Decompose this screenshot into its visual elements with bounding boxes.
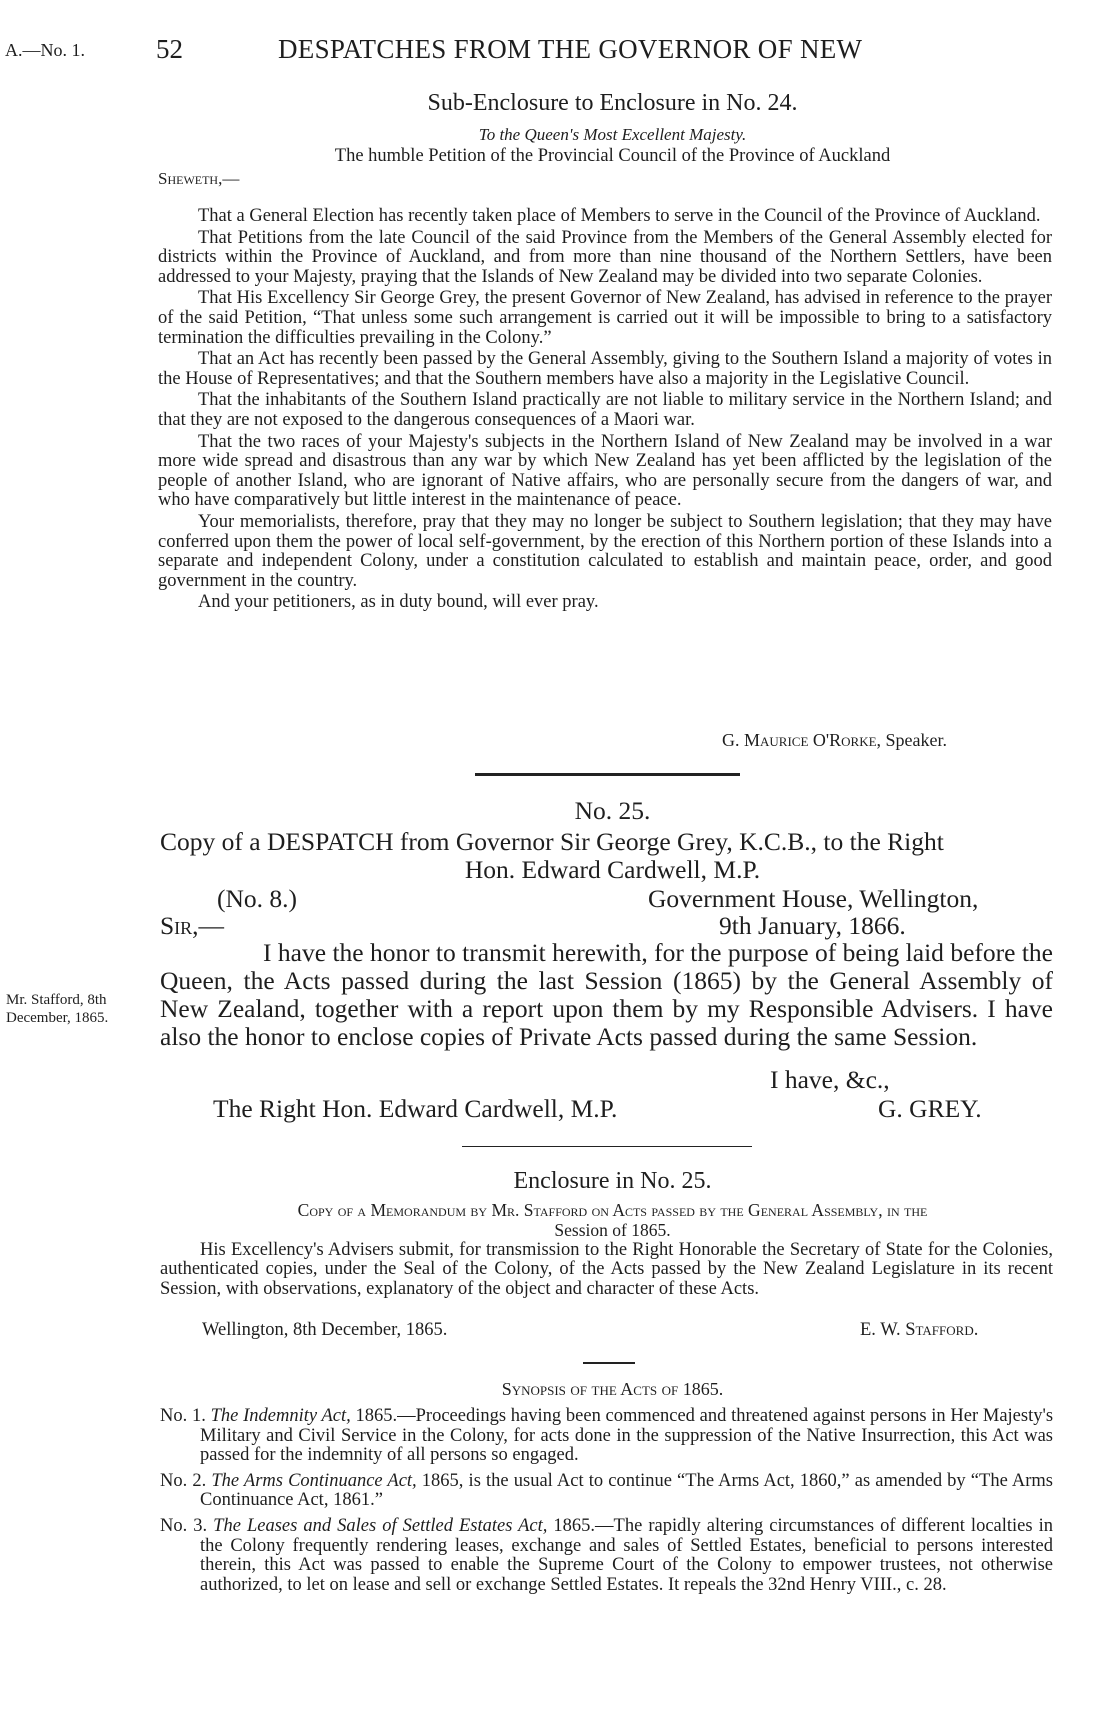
act-number: No. 1.: [160, 1406, 206, 1426]
despatch-title-line: Copy of a DESPATCH from Governor Sir George Grey, K.C.B., to the Right: [160, 827, 944, 856]
act-description: —The rapidly altering circumstances of different localties in the Colony frequently rendering leases, exchange and sales of Settled Estates, beneficial to persons interested therein, this Act was passed to enable the Supreme Court of the Colony to empower trustees, not otherwise authorized, to let on lease and sell or exchange Settled Estates. It repeals the 32nd Henry VIII., c. 28.: [200, 1515, 1053, 1595]
petition-title: The humble Petition of the Provincial Council of the Province of Auckland: [334, 146, 891, 166]
act-name: The Leases and Sales of Settled Estates Act,: [213, 1515, 548, 1536]
sub-enclosure-heading: Sub-Enclosure to Enclosure in No. 24.: [427, 90, 798, 116]
act-description: —Proceedings having been commenced and threatened against persons in Her Majesty's Military and Civil Service in the Colony, for acts done in the suppression of the Native Insurrection, this Act was passed for the indemnity of all persons so engaged.: [200, 1406, 1054, 1466]
despatch-date: 9th January, 1866.: [719, 911, 906, 940]
despatch-title: [160, 828, 1065, 884]
act-number: No. 3.: [160, 1515, 208, 1536]
petition-signature: [722, 730, 947, 751]
petition-paragraph: That Petitions from the late Council of the said Province from the Members of the General Assembly elected for districts within the Province of Auckland, and from more than nine thousand of the Northern Settlers, have been addressed to your Majesty, praying that the Islands of New Zealand may be divided into two separate Colonies.: [158, 227, 1052, 287]
synopsis-acts: [160, 1407, 1053, 1595]
side-note-line: December, 1865.: [6, 1010, 109, 1026]
enclosure-title-line: Copy of a Memorandum by Mr. Stafford on Acts passed by the General Assembly, in the: [297, 1200, 928, 1220]
act-year: 1865,: [416, 1470, 464, 1491]
signature-name: G. Maurice O'Rorke: [722, 730, 877, 750]
despatch-salutation: Sir,—: [160, 911, 225, 940]
act-number: No. 2.: [160, 1470, 207, 1491]
section-divider: [583, 1362, 635, 1364]
despatch-ref-number: (No. 8.): [217, 884, 298, 913]
signature-title: , Speaker.: [876, 730, 948, 750]
petition-body: [158, 207, 1052, 613]
enclosure-body: His Excellency's Advisers submit, for transmission to the Right Honorable the Secretary of State for the Colonies, authenticated copies, under the Seal of the Colony, of the Acts passed by the New Zealand Legislature in its recent Session, with observations, explanatory of the object and character of these Acts.: [160, 1240, 1053, 1299]
despatch-number: No. 25.: [574, 796, 651, 825]
despatch-place: Government House, Wellington,: [648, 884, 979, 913]
page-number: 52: [156, 34, 183, 64]
act-entry: [160, 1517, 1053, 1595]
enclosure-dateline: Wellington, 8th December, 1865.: [202, 1320, 448, 1340]
petition-addressee: To the Queen's Most Excellent Majesty.: [478, 125, 747, 144]
petition-paragraph: That the inhabitants of the Southern Island practically are not liable to military service in the Northern Island; and that they are not exposed to the dangerous consequences of a Maori war.: [158, 390, 1052, 430]
section-divider: [462, 1146, 752, 1147]
petition-paragraph: That an Act has recently been passed by the General Assembly, giving to the Southern Island a majority of votes in the House of Representatives; and that the Southern members have also a majority in the Legislative Council.: [158, 349, 1052, 389]
act-entry: [160, 1472, 1053, 1511]
petition-paragraph: That a General Election has recently taken place of Members to serve in the Council of the Province of Auckland.: [198, 206, 1041, 226]
enclosure-signature: E. W. Stafford.: [860, 1320, 979, 1340]
section-divider: [475, 773, 740, 776]
act-name: The Arms Continuance Act,: [211, 1470, 417, 1491]
despatch-recipient: The Right Hon. Edward Cardwell, M.P.: [213, 1094, 618, 1123]
despatch-closing: I have, &c.,: [770, 1065, 890, 1094]
running-title: DESPATCHES FROM THE GOVERNOR OF NEW: [278, 34, 863, 64]
act-year: 1865.: [547, 1515, 596, 1536]
despatch-body: I have the honor to transmit herewith, for the purpose of being laid before the Queen, the Acts passed during the last Session (1865) by the General Assembly of New Zealand, together with a report upon them by my Responsible Advisers. I have also the honor to enclose copies of Private Acts passed during the same Session.: [160, 938, 1053, 1051]
enclosure-title-line: Session of 1865.: [554, 1219, 671, 1240]
despatch-title-line: Hon. Edward Cardwell, M.P.: [464, 855, 761, 884]
side-note-line: Mr. Stafford, 8th: [6, 992, 107, 1008]
despatch-side-note: [6, 991, 108, 1027]
petition-paragraph: That the two races of your Majesty's subjects in the Northern Island of New Zealand may be involved in a war more wide spread and disastrous than any war by which New Zealand has yet been afflicted by the legislation of the people of another Island, who are ignorant of Native affairs, who are personally secure from the dangers of war, and who have comparatively but little interest in the maintenance of peace.: [158, 431, 1052, 511]
petition-paragraph: And your petitioners, as in duty bound, will ever pray.: [198, 592, 599, 613]
enclosure-heading: Enclosure in No. 25.: [513, 1168, 712, 1194]
enclosure-title: [160, 1201, 1065, 1240]
sheweth-label: Sheweth,—: [158, 169, 240, 188]
act-description: is the usual Act to continue “The Arms Act, 1860,” as amended by “The Arms Continuance Act, 1861.”: [200, 1470, 1053, 1511]
petition-paragraph: That His Excellency Sir George Grey, the present Governor of New Zealand, has advised in reference to the prayer of the said Petition, “That unless some such arrangement is carried out it will be impossible to bring to a satisfactory termination the difficulties prevailing in the Colony.”: [158, 288, 1052, 348]
act-name: The Indemnity Act,: [210, 1406, 351, 1426]
despatch-signature: G. GREY.: [878, 1094, 982, 1123]
document-reference: A.—No. 1.: [5, 40, 85, 60]
petition-paragraph: Your memorialists, therefore, pray that they may no longer be subject to Southern legislation; that they may have conferred upon them the power of local self-government, by the erection of this Northern portion of these Islands into a separate and independent Colony, under a constitution calculated to establish and maintain peace, order, and good government in the country.: [158, 511, 1052, 591]
act-year: 1865.: [350, 1406, 398, 1426]
synopsis-heading: Synopsis of the Acts of 1865.: [501, 1379, 724, 1399]
act-entry: [160, 1407, 1053, 1466]
